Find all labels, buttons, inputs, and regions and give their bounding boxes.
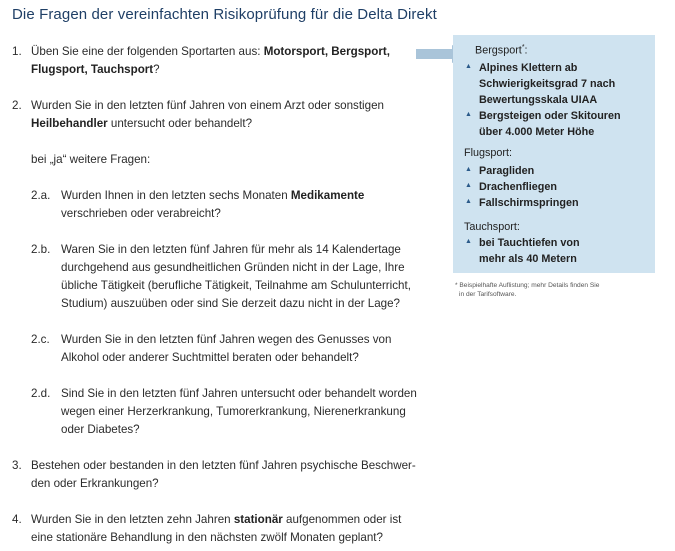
question-2a xyxy=(31,187,431,223)
question-text: Alkohol oder anderer Suchtmittel beraten oder behandelt? xyxy=(61,351,359,364)
question-text: übliche Tätigkeit (berufliche Tätigkeit, Teilnahme am Schulunterricht, xyxy=(61,279,411,292)
bergsport-item: Alpines Klettern ab Schwierigkeitsgrad 7 nach Bewertungsskala UIAA xyxy=(479,62,616,106)
question-number: 3. xyxy=(12,459,22,472)
question-text: durchgehend aus gesundheitlichen Gründen nicht in der Lage, Ihre xyxy=(61,261,405,274)
tauchsport-item: bei Tauchtiefen von mehr als 40 Metern xyxy=(479,237,580,265)
question-text: Wurden Ihnen in den letzten sechs Monaten xyxy=(61,189,291,202)
triangle-bullet-icon: ▲ xyxy=(465,63,472,70)
question-text: eine stationäre Behandlung in den nächsten zwölf Monaten geplant? xyxy=(31,531,383,544)
triangle-bullet-icon: ▲ xyxy=(465,238,472,245)
question-number: 4. xyxy=(12,513,22,526)
question-text: wegen einer Herzerkrankung, Tumorerkrankung, Nierenerkrankung xyxy=(61,405,406,418)
question-number: 2.b. xyxy=(31,243,51,256)
follow-up-note: bei „ja“ weitere Fragen: xyxy=(31,153,151,166)
flugsport-item: Fallschirmspringen xyxy=(479,197,579,209)
question-bold: Heilbehandler xyxy=(31,117,108,130)
question-bold: stationär xyxy=(233,513,283,526)
question-3 xyxy=(12,457,442,493)
question-number: 2.d. xyxy=(31,387,51,400)
question-bold: Medikamente xyxy=(290,189,365,202)
question-bold: Flugsport, Tauchsport xyxy=(31,63,154,76)
question-text: Bestehen oder bestanden in den letzten fünf Jahren psychische Beschwer- xyxy=(31,459,416,472)
question-2d xyxy=(31,385,441,439)
question-text: Wurden Sie in den letzten fünf Jahren wegen des Genusses von xyxy=(61,333,392,346)
question-4 xyxy=(12,511,442,547)
tauchsport-heading: Tauchsport: xyxy=(464,221,520,233)
question-text: Sind Sie in den letzten fünf Jahren untersucht oder behandelt worden xyxy=(61,387,417,400)
question-number: 2.c. xyxy=(31,333,50,346)
question-text: Wurden Sie in den letzten fünf Jahren von einem Arzt oder sonstigen xyxy=(31,99,384,112)
question-2 xyxy=(12,97,432,133)
triangle-bullet-icon: ▲ xyxy=(465,198,472,205)
bergsport-item: Bergsteigen oder Skitouren über 4.000 Meter Höhe xyxy=(479,110,621,138)
triangle-bullet-icon: ▲ xyxy=(465,182,472,189)
question-text: den oder Erkrankungen? xyxy=(31,477,159,490)
question-2b xyxy=(31,241,441,313)
question-number: 1. xyxy=(12,45,22,58)
triangle-bullet-icon: ▲ xyxy=(465,166,472,173)
bergsport-heading: Bergsport*: xyxy=(475,44,528,57)
sport-info-box xyxy=(453,35,655,273)
question-text: Studium) auszuüben oder sind Sie derzeit dazu nicht in der Lage? xyxy=(61,297,401,310)
question-text: oder Diabetes? xyxy=(61,423,140,436)
question-text: Üben Sie eine der folgenden Sportarten aus: xyxy=(31,45,264,58)
question-1 xyxy=(12,43,412,79)
question-text: verschrieben oder verabreicht? xyxy=(61,207,221,220)
footnote: * Beispielhafte Auflistung; mehr Details finden Sie in der Tarifsoftware. xyxy=(455,282,600,298)
question-2c xyxy=(31,331,441,367)
flugsport-item: Paragliden xyxy=(479,165,535,177)
question-number: 2. xyxy=(12,99,22,112)
flugsport-heading: Flugsport: xyxy=(464,147,513,159)
question-number: 2.a. xyxy=(31,189,51,202)
question-text: aufgenommen oder ist xyxy=(282,513,402,526)
page-title: Die Fragen der vereinfachten Risikoprüfung für die Delta Direkt xyxy=(12,6,437,23)
question-bold: Motorsport, Bergsport, xyxy=(263,45,390,58)
triangle-bullet-icon: ▲ xyxy=(465,111,472,118)
question-text: Waren Sie in den letzten fünf Jahren für mehr als 14 Kalendertage xyxy=(61,243,401,256)
question-text: ? xyxy=(153,63,160,76)
question-text: Wurden Sie in den letzten zehn Jahren xyxy=(31,513,234,526)
question-text: untersucht oder behandelt? xyxy=(107,117,253,130)
flugsport-item: Drachenfliegen xyxy=(479,181,557,193)
